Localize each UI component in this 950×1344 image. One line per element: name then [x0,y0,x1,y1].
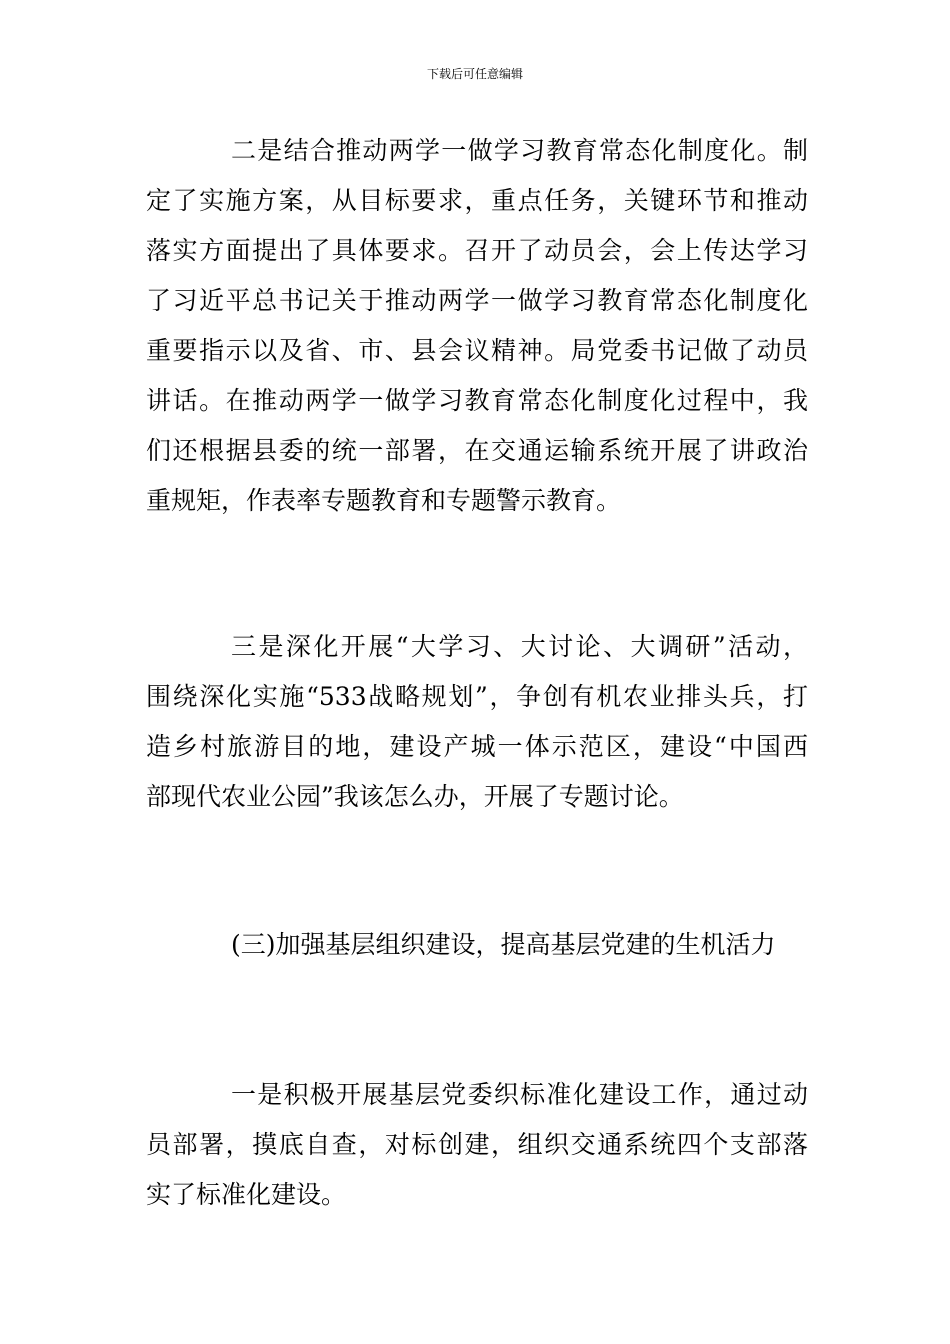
paragraph-line: 重规矩，作表率专题教育和专题警示教育。 [146,486,622,515]
paragraph-line: 一是积极开展基层党委织标准化建设工作，通过动 [231,1080,808,1109]
paragraph-line: 定了实施方案，从目标要求，重点任务，关键环节和推动 [146,186,808,215]
paragraph-line: 部现代农业公园”我该怎么办，开展了专题讨论。 [146,782,684,811]
paragraph-party-study-normalization [146,126,808,526]
paragraph-study-discussion-research [146,622,808,822]
paragraph-line: 实了标准化建设。 [146,1180,347,1209]
paragraph-line: 员部署，摸底自查，对标创建，组织交通系统四个支部落 [146,1130,808,1159]
section-heading-text: (三)加强基层组织建设，提高基层党建的生机活力 [231,930,776,959]
paragraph-line: 落实方面提出了具体要求。召开了动员会，会上传达学习 [146,236,808,265]
header-note: 下载后可任意编辑 [426,67,523,81]
paragraph-line: 围绕深化实施“533战略规划”，争创有机农业排头兵，打 [146,682,808,711]
paragraph-line: 们还根据县委的统一部署，在交通运输系统开展了讲政治 [146,436,808,465]
paragraph-standardization-building [146,1070,808,1220]
paragraph-line: 重要指示以及省、市、县会议精神。局党委书记做了动员 [146,336,808,365]
paragraph-line: 了习近平总书记关于推动两学一做学习教育常态化制度化 [146,286,808,315]
paragraph-line: 讲话。在推动两学一做学习教育常态化制度化过程中，我 [146,386,808,415]
section-heading [146,920,808,970]
paragraph-line: 造乡村旅游目的地，建设产城一体示范区，建设“中国西 [146,732,808,761]
paragraph-line: 三是深化开展“大学习、大讨论、大调研”活动， [231,632,808,661]
paragraph-line: 二是结合推动两学一做学习教育常态化制度化。制 [231,136,808,165]
